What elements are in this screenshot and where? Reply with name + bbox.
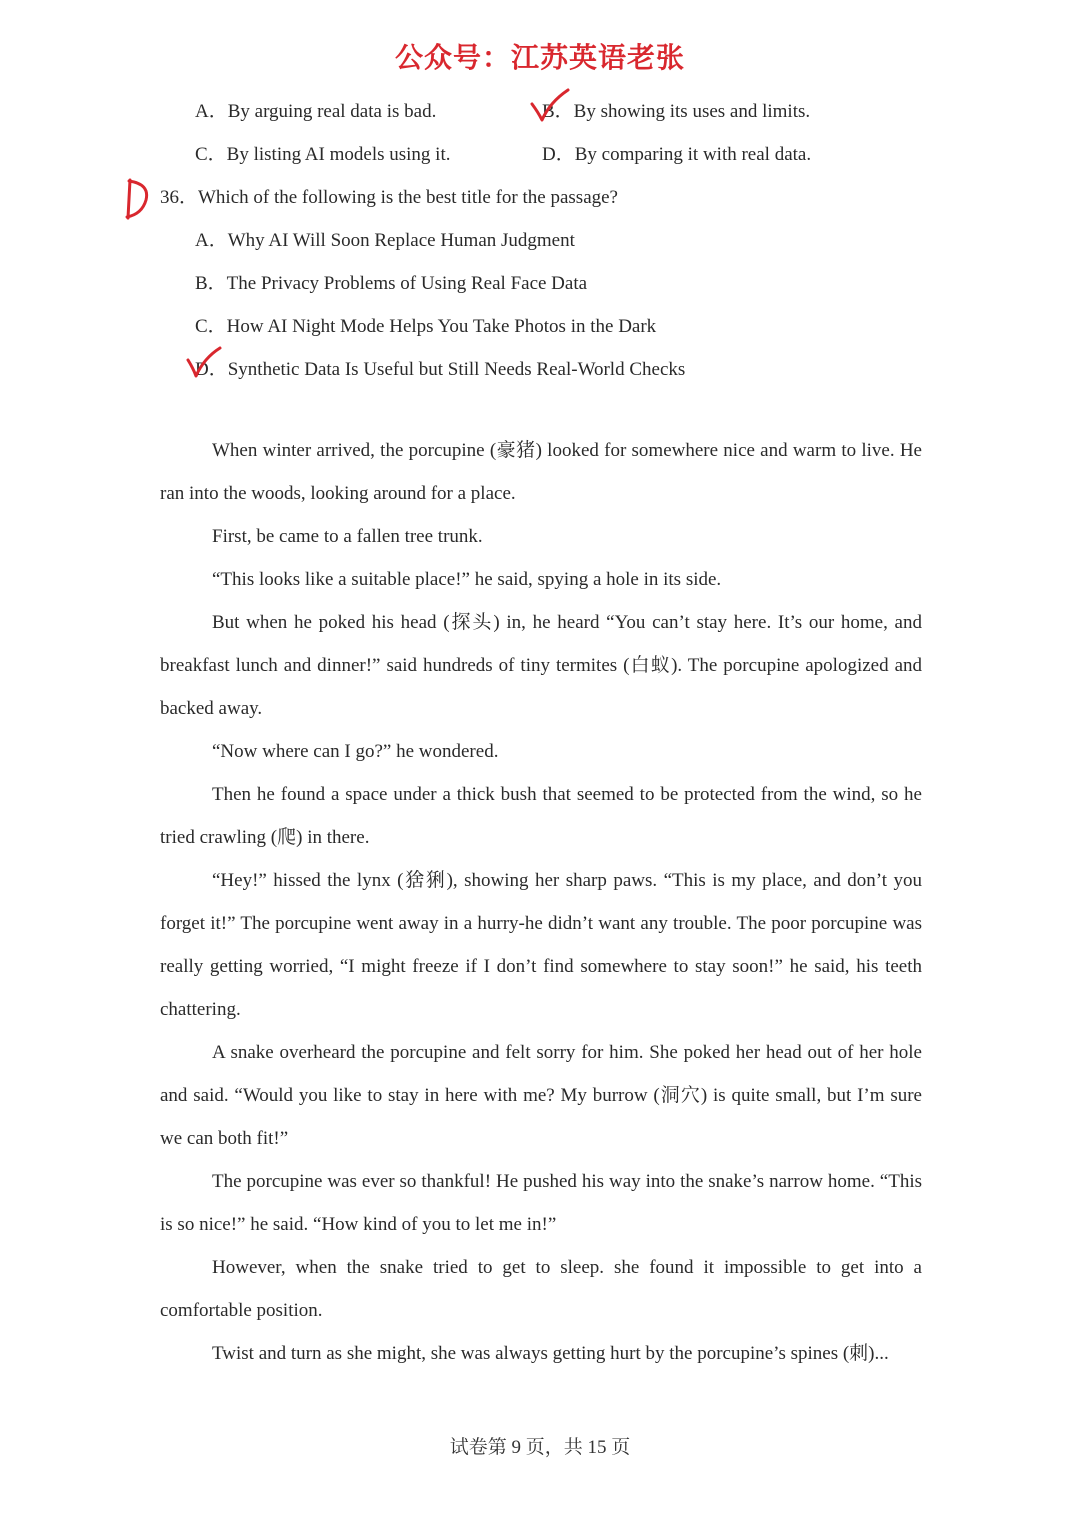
- passage-paragraph: When winter arrived, the porcupine (豪猪) looked for somewhere nice and warm to live. He ran into the woods, looking around for a place.: [160, 440, 922, 504]
- q36-option-c: C．How AI Night Mode Helps You Take Photos in the Dark: [195, 316, 657, 337]
- prev-option-c: C．By listing AI models using it.: [195, 144, 451, 165]
- prev-option-a: A．By arguing real data is bad.: [195, 101, 437, 122]
- q36-option-b: B．The Privacy Problems of Using Real Face Data: [195, 273, 588, 294]
- page-number-footer: 试卷第 9 页，共 15 页: [449, 1437, 631, 1458]
- passage-paragraph: However, when the snake tried to get to sleep. she found it impossible to get into a comfortable position.: [160, 1257, 922, 1321]
- watermark-header: 公众号：江苏英语老张: [394, 41, 685, 74]
- check-mark-icon: [184, 344, 224, 380]
- prev-option-d: D．By comparing it with real data.: [542, 144, 812, 165]
- q36-option-d: D．Synthetic Data Is Useful but Still Needs Real-World Checks: [195, 359, 686, 380]
- passage-paragraph: “Hey!” hissed the lynx (猞猁), showing her sharp paws. “This is my place, and don’t you forget it!” The porcupine went away in a hurry-he didn’t want any trouble. The poor porcupine was really getting worried, “I might freeze if I don’t find somewhere to stay soon!” he said, his teeth chattering.: [160, 870, 922, 1020]
- passage-paragraph: Then he found a space under a thick bush that seemed to be protected from the wind, so he tried crawling (爬) in there.: [160, 784, 922, 848]
- prev-option-b: B．By showing its uses and limits.: [542, 101, 811, 122]
- passage-paragraph: But when he poked his head (探头) in, he heard “You can’t stay here. It’s our home, and breakfast lunch and dinner!” said hundreds of tiny termites (白蚁). The porcupine apologized and backed away.: [160, 612, 922, 719]
- passage-paragraph: Twist and turn as she might, she was always getting hurt by the porcupine’s spines (刺)...: [212, 1343, 889, 1364]
- passage-paragraph: “Now where can I go?” he wondered.: [212, 741, 499, 762]
- question-36-stem: 36．Which of the following is the best title for the passage?: [160, 187, 618, 208]
- check-mark-icon: [528, 88, 572, 124]
- passage-paragraph: The porcupine was ever so thankful! He pushed his way into the snake’s narrow home. “This is so nice!” he said. “How kind of you to let me in!”: [160, 1171, 922, 1235]
- passage-paragraph: A snake overheard the porcupine and felt sorry for him. She poked her head out of her hole and said. “Would you like to stay in here with me? My burrow (洞穴) is quite small, but I’m sure we can both fit!”: [160, 1042, 922, 1149]
- handwritten-answer-d: [122, 176, 152, 222]
- passage-paragraph: First, be came to a fallen tree trunk.: [212, 526, 483, 547]
- q36-option-a: A．Why AI Will Soon Replace Human Judgment: [195, 230, 575, 251]
- passage-paragraph: “This looks like a suitable place!” he said, spying a hole in its side.: [212, 569, 722, 590]
